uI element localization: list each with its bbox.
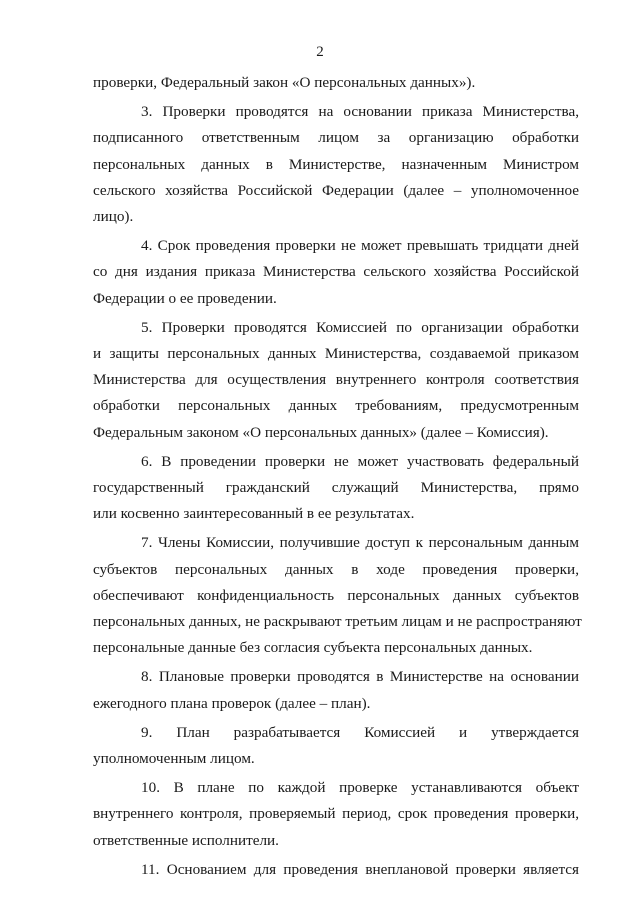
text-line: проверки, Федеральный закон «О персональных данных»). [93, 74, 476, 91]
text-line: 10. В плане по каждой проверке устанавливаются объект [141, 779, 579, 797]
text-line: 5. Проверки проводятся Комиссией по организации обработки [141, 318, 579, 336]
paragraph [93, 449, 579, 528]
page-number: 2 [316, 44, 324, 60]
text-line: сельского хозяйства Российской Федерации (далее – уполномоченное [93, 181, 579, 199]
text-line: субъектов персональных данных в ходе проведения проверки, [93, 560, 579, 578]
text-line: внутреннего контроля, проверяемый период, срок проведения проверки, [93, 805, 579, 823]
text-line: государственный гражданский служащий Министерства, прямо [93, 479, 579, 497]
text-line: персональных данных, не раскрывают третьим лицам и не распространяют [93, 613, 582, 631]
text-line: Федеральным законом «О персональных данных» (далее – Комиссия). [93, 423, 549, 441]
text-line: ответственные исполнители. [93, 831, 279, 849]
text-line: персональные данные без согласия субъекта персональных данных. [93, 639, 533, 657]
paragraph [93, 530, 582, 661]
text-line: лицо). [93, 208, 134, 226]
text-line: 8. Плановые проверки проводятся в Министерстве на основании [141, 668, 579, 686]
text-line: 6. В проведении проверки не может участвовать федеральный [141, 452, 579, 470]
text-line: Министерства для осуществления внутреннего контроля соответствия [93, 371, 579, 389]
text-line: подписанного ответственным лицом за организацию обработки [93, 129, 579, 147]
text-line: или косвенно заинтересованный в ее результатах. [93, 505, 415, 523]
paragraph [93, 857, 579, 883]
paragraph [93, 233, 579, 312]
paragraph [93, 720, 579, 772]
text-line: 11. Основанием для проведения внеплановой проверки является [141, 860, 579, 878]
paragraph [93, 775, 579, 854]
text-line: персональных данных в Министерстве, назначенным Министром [93, 155, 579, 173]
text-line: уполномоченным лицом. [93, 750, 255, 768]
text-line: ежегодного плана проверок (далее – план). [93, 694, 371, 712]
document-body [93, 70, 582, 883]
paragraph [93, 315, 579, 446]
text-line: Федерации о ее проведении. [93, 289, 277, 307]
text-line: 4. Срок проведения проверки не может превышать тридцати дней [141, 237, 579, 255]
paragraph [93, 99, 579, 230]
text-line: и защиты персональных данных Министерства, создаваемой приказом [93, 345, 579, 363]
text-line: 3. Проверки проводятся на основании приказа Министерства, [141, 103, 579, 121]
text-line: 9. План разрабатывается Комиссией и утверждается [141, 723, 579, 741]
text-line: 7. Члены Комиссии, получившие доступ к персональным данным [141, 534, 579, 552]
text-line: обработки персональных данных требованиям, предусмотренным [93, 397, 579, 415]
paragraph [93, 664, 579, 716]
paragraph [93, 70, 579, 96]
text-line: со дня издания приказа Министерства сельского хозяйства Российской [93, 263, 579, 281]
text-line: обеспечивают конфиденциальность персональных данных субъектов [93, 586, 579, 604]
